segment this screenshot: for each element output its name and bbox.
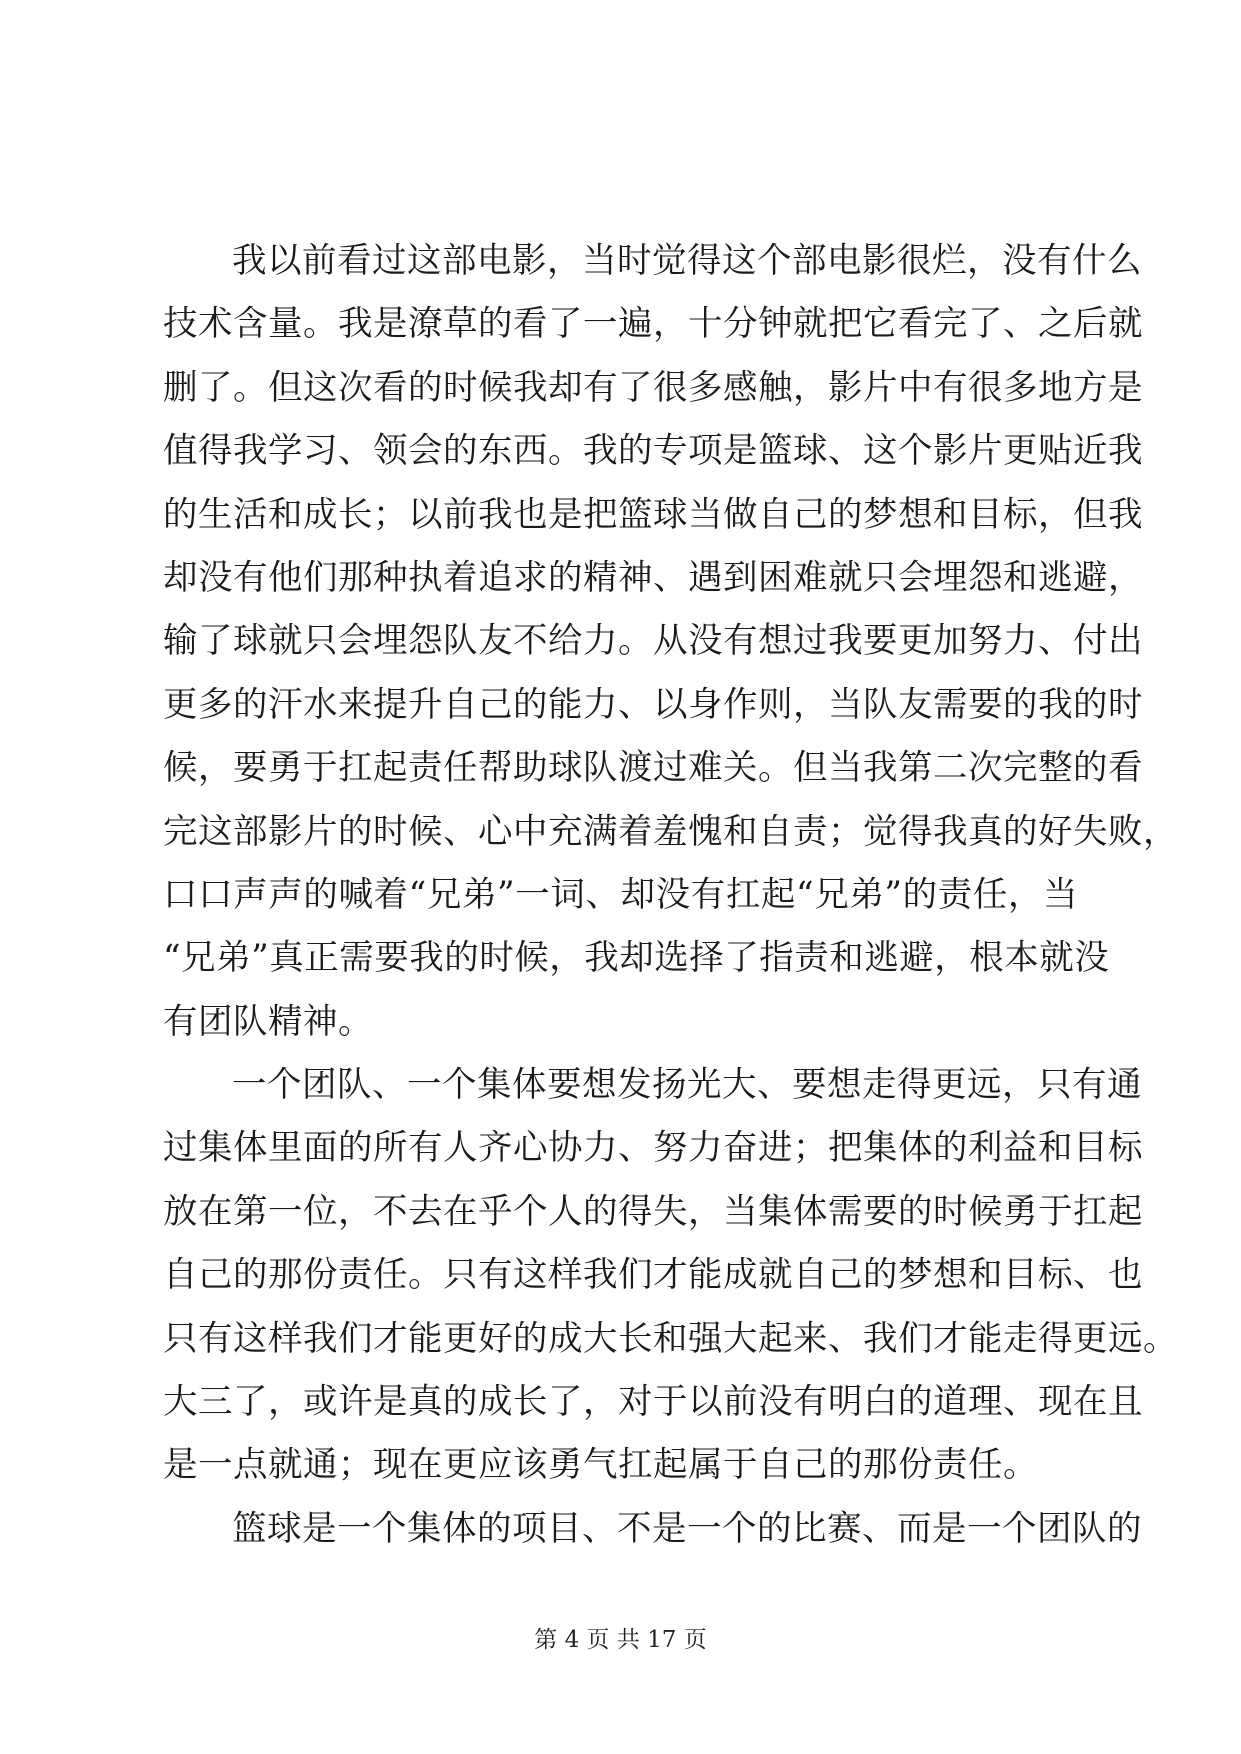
paragraph-line: 删了。但这次看的时候我却有了很多感触，影片中有很多地方是 (163, 367, 1143, 408)
paragraph-line: 放在第一位，不去在乎个人的得失，当集体需要的时候勇于扛起 (163, 1191, 1143, 1232)
paragraph-line: 只有这样我们才能更好的成大长和强大起来、我们才能走得更远。 (163, 1318, 1178, 1359)
paragraph (163, 1054, 1178, 1498)
paragraph-line: 完这部影片的时候、心中充满着羞愧和自责；觉得我真的好失败， (163, 811, 1178, 852)
paragraph-line: 技术含量。我是潦草的看了一遍，十分钟就把它看完了、之后就 (163, 304, 1143, 345)
body-text (163, 230, 1178, 1561)
paragraph-line: 有团队精神。 (163, 1001, 373, 1042)
paragraph-line: 的生活和成长；以前我也是把篮球当做自己的梦想和目标，但我 (163, 494, 1143, 535)
paragraph-line: 是一点就通；现在更应该勇气扛起属于自己的那份责任。 (163, 1445, 1038, 1486)
paragraph-line: 候，要勇于扛起责任帮助球队渡过难关。但当我第二次完整的看 (163, 748, 1143, 789)
paragraph-line: 我以前看过这部电影，当时觉得这个部电影很烂，没有什么 (232, 241, 1142, 281)
paragraph (163, 1498, 1142, 1561)
paragraph-line: 自己的那份责任。只有这样我们才能成就自己的梦想和目标、也 (163, 1255, 1143, 1296)
paragraph-line: 输了球就只会埋怨队友不给力。从没有想过我要更加努力、付出 (163, 621, 1143, 662)
paragraph-line: 过集体里面的所有人齐心协力、努力奋进；把集体的利益和目标 (163, 1128, 1143, 1169)
paragraph-line: “兄弟”真正需要我的时候，我却选择了指责和逃避，根本就没 (163, 938, 1110, 979)
page-footer: 第 4 页 共 17 页 (534, 1627, 707, 1653)
paragraph-line: 口口声声的喊着“兄弟”一词、却没有扛起“兄弟”的责任，当 (163, 874, 1079, 915)
paragraph (163, 230, 1178, 1054)
paragraph-line: 大三了，或许是真的成长了，对于以前没有明白的道理、现在且 (163, 1382, 1143, 1423)
paragraph-line: 一个团队、一个集体要想发扬光大、要想走得更远，只有通 (232, 1065, 1142, 1106)
paragraph-line: 篮球是一个集体的项目、不是一个的比赛、而是一个团队的 (232, 1508, 1142, 1549)
paragraph-line: 值得我学习、领会的东西。我的专项是篮球、这个影片更贴近我 (163, 431, 1143, 472)
paragraph-line: 却没有他们那种执着追求的精神、遇到困难就只会埋怨和逃避， (163, 557, 1143, 598)
paragraph-line: 更多的汗水来提升自己的能力、以身作则，当队友需要的我的时 (163, 684, 1143, 725)
